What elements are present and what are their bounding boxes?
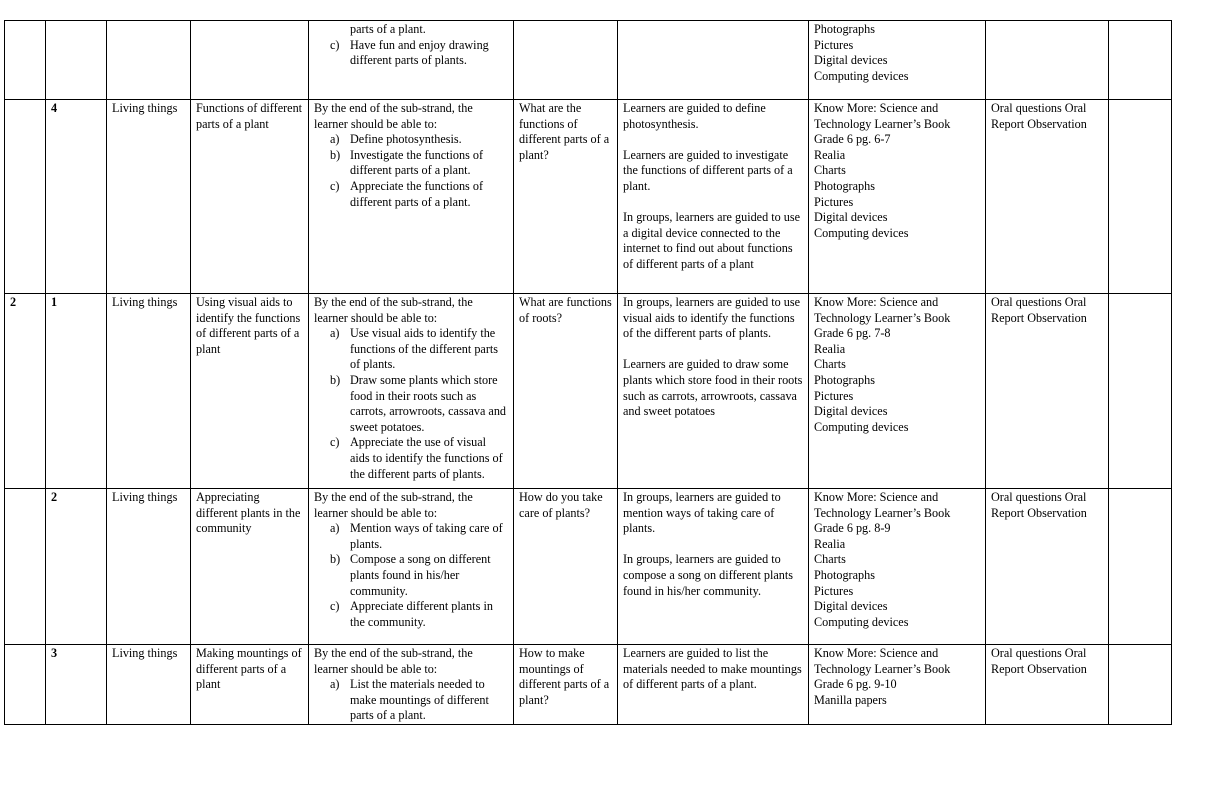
resource-item: Charts	[814, 163, 846, 178]
remarks-cell	[1109, 100, 1172, 294]
resource-item: Know More: Science and Technology Learner’s Book Grade 6 pg. 7-8	[814, 295, 951, 341]
outcomes-intro: By the end of the sub-strand, the learner should be able to:	[314, 101, 473, 131]
key-inquiry-cell: What are the functions of different parts of a plant?	[514, 100, 618, 294]
learning-outcomes-cell	[309, 489, 514, 645]
strand-cell: Living things	[107, 294, 191, 489]
outcome-marker: a)	[330, 677, 340, 692]
table-row	[5, 21, 1172, 100]
resource-item: Charts	[814, 357, 846, 372]
week-cell	[5, 489, 46, 645]
resource-item: Know More: Science and Technology Learner’s Book Grade 6 pg. 9-10	[814, 646, 951, 692]
lesson-cell: 4	[46, 100, 107, 294]
assessment-cell: Oral questions Oral Report Observation	[986, 645, 1109, 725]
resource-item: Digital devices	[814, 599, 888, 614]
outcome-item	[314, 148, 508, 179]
strand-cell	[107, 21, 191, 100]
outcomes-intro: By the end of the sub-strand, the learner should be able to:	[314, 490, 473, 520]
resource-item: Realia	[814, 536, 846, 551]
resource-item: Realia	[814, 147, 846, 162]
learning-experiences-cell	[618, 294, 809, 489]
outcome-text: Investigate the functions of different parts of a plant.	[350, 147, 484, 178]
outcomes-list	[314, 132, 508, 210]
resource-item: Photographs	[814, 22, 875, 36]
resources-cell	[809, 645, 986, 725]
resource-item: Computing devices	[814, 68, 909, 83]
outcome-marker: b)	[330, 147, 341, 162]
key-inquiry-cell	[514, 21, 618, 100]
resource-item: Photographs	[814, 567, 875, 582]
outcome-text: Appreciate different plants in the community.	[350, 599, 493, 629]
learning-outcomes-cell	[309, 645, 514, 725]
strand-cell: Living things	[107, 489, 191, 645]
outcomes-list	[314, 326, 508, 482]
learning-experiences-cell	[618, 645, 809, 725]
outcome-text: Compose a song on different plants found in his/her community.	[350, 552, 491, 598]
outcome-item	[314, 552, 508, 599]
resource-item: Photographs	[814, 372, 875, 387]
resource-item: Manilla papers	[814, 692, 887, 707]
experience-paragraph: Learners are guided to investigate the functions of different parts of a plant.	[623, 147, 793, 193]
outcomes-intro: By the end of the sub-strand, the learner should be able to:	[314, 295, 473, 325]
assessment-cell: Oral questions Oral Report Observation	[986, 100, 1109, 294]
experience-paragraph: In groups, learners are guided to mention ways of taking care of plants.	[623, 490, 781, 536]
lesson-cell	[46, 21, 107, 100]
outcome-text: Use visual aids to identify the functions of the different parts of plants.	[350, 326, 499, 372]
resource-item: Pictures	[814, 388, 854, 403]
outcome-item	[314, 132, 508, 148]
resource-item: Pictures	[814, 583, 854, 598]
strand-cell: Living things	[107, 100, 191, 294]
learning-outcomes-cell	[309, 100, 514, 294]
resources-cell	[809, 100, 986, 294]
key-inquiry-cell: What are functions of roots?	[514, 294, 618, 489]
remarks-cell	[1109, 21, 1172, 100]
resources-cell	[809, 489, 986, 645]
lesson-cell: 1	[46, 294, 107, 489]
assessment-cell	[986, 21, 1109, 100]
learning-experiences-cell	[618, 100, 809, 294]
outcome-item	[314, 435, 508, 482]
outcome-marker: c)	[330, 37, 340, 52]
outcome-text: Have fun and enjoy drawing different parts of plants.	[350, 37, 489, 68]
outcome-item	[314, 677, 508, 724]
resource-item: Digital devices	[814, 404, 888, 419]
resource-item: Photographs	[814, 178, 875, 193]
experience-paragraph: Learners are guided to list the materials needed to make mountings of different parts of a plant.	[623, 646, 802, 692]
learning-experiences-cell	[618, 21, 809, 100]
learning-outcomes-cell	[309, 294, 514, 489]
experience-paragraph: In groups, learners are guided to use visual aids to identify the functions of the different parts of plants.	[623, 295, 800, 341]
remarks-cell	[1109, 294, 1172, 489]
outcome-text: Define photosynthesis.	[350, 132, 462, 147]
outcome-item	[314, 521, 508, 552]
outcome-text: Draw some plants which store food in their roots such as carrots, arrowroots, cassava and sweet potatoes.	[350, 372, 507, 434]
sub-strand-cell: Functions of different parts of a plant	[191, 100, 309, 294]
outcome-marker: b)	[330, 372, 341, 387]
resource-item: Pictures	[814, 37, 854, 52]
learning-experiences-cell	[618, 489, 809, 645]
outcome-item	[314, 373, 508, 435]
sub-strand-cell: Using visual aids to identify the functions of different parts of a plant	[191, 294, 309, 489]
week-cell	[5, 100, 46, 294]
table-body	[5, 21, 1172, 725]
key-inquiry-cell: How do you take care of plants?	[514, 489, 618, 645]
week-cell: 2	[5, 294, 46, 489]
resource-item: Computing devices	[814, 225, 909, 240]
experience-paragraph: Learners are guided to draw some plants which store food in their roots such as carrots, arrowroots, cassava and sweet potatoes	[623, 357, 803, 419]
sub-strand-cell	[191, 21, 309, 100]
table-row	[5, 294, 1172, 489]
lesson-cell: 3	[46, 645, 107, 725]
resource-item: Digital devices	[814, 53, 888, 68]
assessment-cell: Oral questions Oral Report Observation	[986, 294, 1109, 489]
resource-item: Digital devices	[814, 210, 888, 225]
outcome-item	[314, 599, 508, 630]
sub-strand-cell: Appreciating different plants in the community	[191, 489, 309, 645]
outcome-item	[314, 326, 508, 373]
sub-strand-cell: Making mountings of different parts of a plant	[191, 645, 309, 725]
outcome-marker: c)	[330, 599, 340, 614]
week-cell	[5, 645, 46, 725]
outcomes-list	[314, 677, 508, 724]
experience-paragraph: In groups, learners are guided to use a digital device connected to the internet to find out about functions of different parts of a plant	[623, 210, 800, 271]
resource-item: Know More: Science and Technology Learner’s Book Grade 6 pg. 6-7	[814, 101, 951, 147]
learning-outcomes-cell	[309, 21, 514, 100]
experience-paragraph: Learners are guided to define photosynthesis.	[623, 101, 766, 131]
outcome-item	[314, 38, 508, 69]
outcome-item	[314, 22, 508, 38]
outcome-text: Mention ways of taking care of plants.	[350, 521, 503, 551]
outcome-marker: c)	[330, 435, 340, 450]
table-row	[5, 489, 1172, 645]
outcome-marker: b)	[330, 552, 341, 567]
outcome-text: List the materials needed to make mountings of different parts of a plant.	[350, 677, 489, 723]
remarks-cell	[1109, 489, 1172, 645]
outcomes-list	[314, 521, 508, 630]
resource-item: Realia	[814, 341, 846, 356]
strand-cell: Living things	[107, 645, 191, 725]
outcome-marker: a)	[330, 521, 340, 536]
resource-item: Charts	[814, 552, 846, 567]
outcome-text: Appreciate the functions of different parts of a plant.	[350, 178, 483, 209]
remarks-cell	[1109, 645, 1172, 725]
outcome-marker: a)	[330, 132, 340, 147]
experience-paragraph: In groups, learners are guided to compose a song on different plants found in his/her community.	[623, 552, 794, 598]
outcomes-list	[314, 22, 508, 69]
lesson-cell: 2	[46, 489, 107, 645]
resources-cell	[809, 294, 986, 489]
scheme-of-work-table	[4, 20, 1172, 725]
resource-item: Know More: Science and Technology Learner’s Book Grade 6 pg. 8-9	[814, 490, 951, 536]
outcome-marker: a)	[330, 326, 340, 341]
resource-item: Pictures	[814, 194, 854, 209]
resources-cell	[809, 21, 986, 100]
resource-item: Computing devices	[814, 419, 909, 434]
outcome-text: parts of a plant.	[350, 22, 426, 36]
key-inquiry-cell: How to make mountings of different parts of a plant?	[514, 645, 618, 725]
assessment-cell: Oral questions Oral Report Observation	[986, 489, 1109, 645]
resource-item: Computing devices	[814, 614, 909, 629]
table-row	[5, 645, 1172, 725]
week-cell	[5, 21, 46, 100]
table-row	[5, 100, 1172, 294]
outcome-text: Appreciate the use of visual aids to identify the functions of the different parts of plants.	[350, 435, 503, 481]
outcomes-intro: By the end of the sub-strand, the learner should be able to:	[314, 646, 473, 676]
outcome-marker: c)	[330, 178, 340, 193]
outcome-item	[314, 179, 508, 210]
